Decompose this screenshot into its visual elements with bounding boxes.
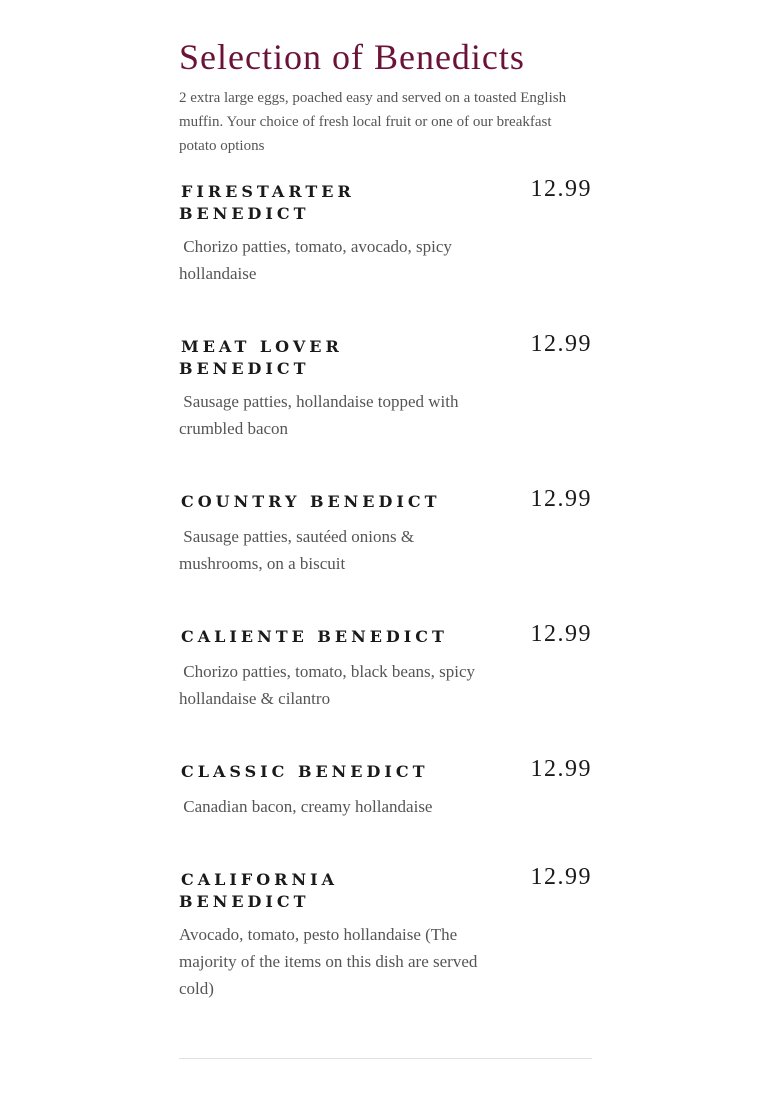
item-name: COUNTRY BENEDICT: [181, 492, 441, 511]
section-title: Selection of Benedicts: [179, 37, 525, 77]
item-description: Canadian bacon, creamy hollandaise: [179, 797, 433, 816]
item-description: Chorizo patties, tomato, avocado, spicy hollandaise: [179, 237, 457, 283]
item-name: CALIENTE BENEDICT: [181, 627, 448, 646]
item-price: 12.99: [530, 486, 592, 512]
item-description: Chorizo patties, tomato, black beans, spicy hollandaise & cilantro: [179, 662, 480, 708]
section-intro: 2 extra large eggs, poached easy and served on a toasted English muffin. Your choice of fresh local fruit or one of our breakfast potato options: [179, 90, 567, 154]
item-description: Sausage patties, sautéed onions & mushrooms, on a biscuit: [179, 527, 419, 573]
item-price: 12.99: [530, 331, 592, 357]
item-name: CALIFORNIA BENEDICT: [179, 870, 338, 911]
item-name: CLASSIC BENEDICT: [181, 762, 429, 781]
item-price: 12.99: [530, 621, 592, 647]
item-name: MEAT LOVER BENEDICT: [179, 337, 343, 378]
item-name: FIRESTARTER BENEDICT: [179, 182, 355, 223]
item-price: 12.99: [530, 176, 592, 202]
item-price: 12.99: [530, 756, 592, 782]
section-divider: [179, 1058, 592, 1059]
item-price: 12.99: [530, 864, 592, 890]
item-description: Avocado, tomato, pesto hollandaise (The majority of the items on this dish are served cold): [179, 925, 482, 998]
item-description: Sausage patties, hollandaise topped with crumbled bacon: [179, 392, 463, 438]
